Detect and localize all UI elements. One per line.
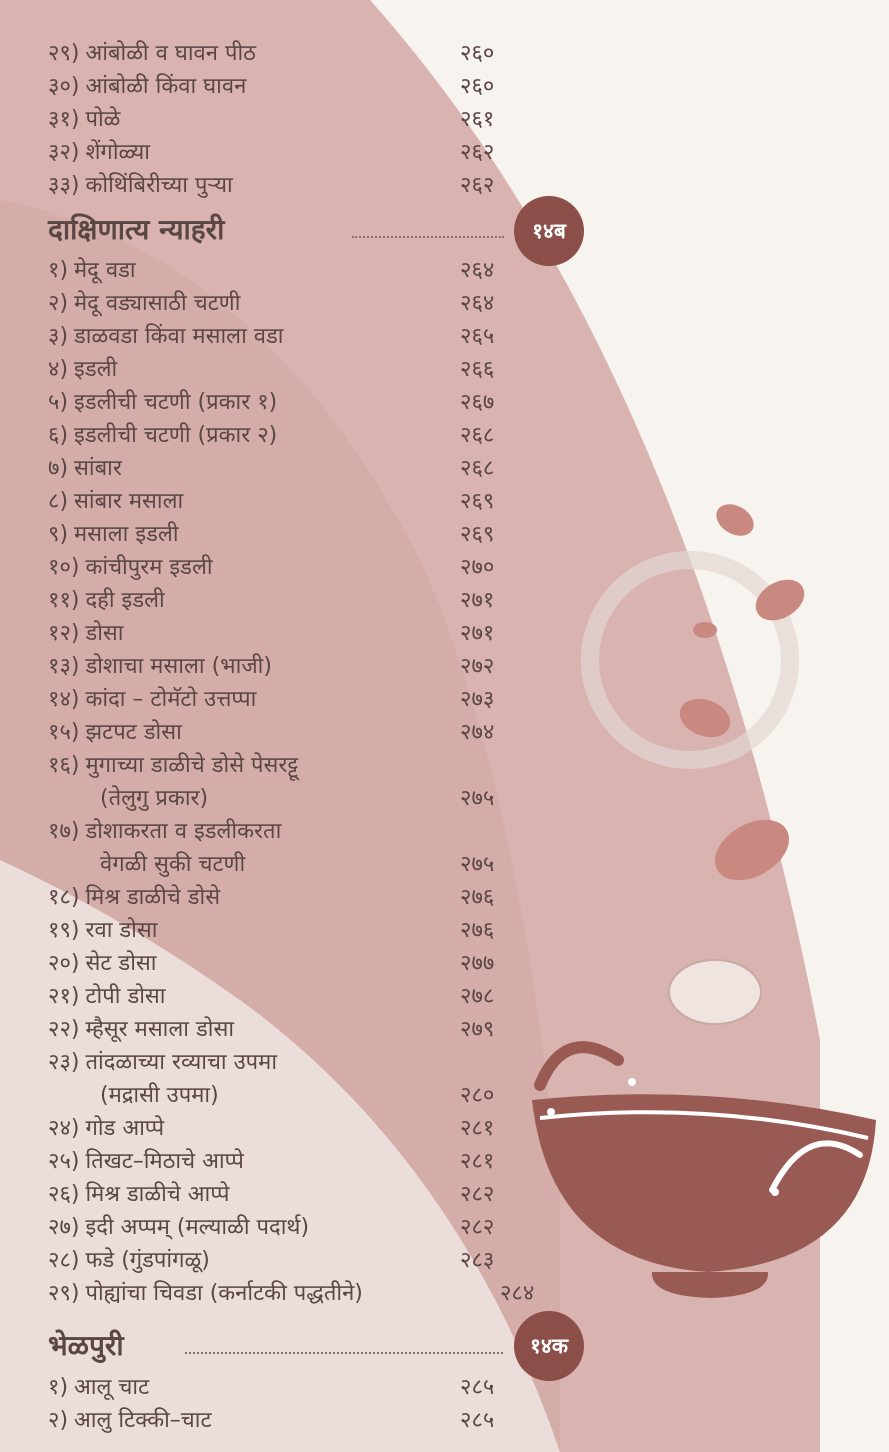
page-number: २६२ [460, 140, 495, 165]
item-number: ३३) [48, 173, 80, 198]
toc-row[interactable] [48, 453, 518, 485]
item-title: आंबोळी व घावन पीठ [85, 41, 256, 66]
item-number: २९) [48, 41, 80, 66]
page-number: २६४ [460, 258, 495, 283]
item-title: इडली [74, 357, 118, 382]
item-title: टोपी डोसा [85, 984, 166, 1009]
item-title: पोह्यांचा चिवडा (कर्नाटकी पद्धतीने) [85, 1281, 363, 1306]
item-number: १३) [48, 654, 80, 679]
page-number: २६४ [460, 291, 495, 316]
item-title: म्हैसूर मसाला डोसा [85, 1017, 235, 1042]
item-number: २४) [48, 1116, 80, 1141]
item-title: डाळवडा किंवा मसाला वडा [74, 324, 284, 349]
toc-row[interactable] [48, 104, 518, 136]
toc-row[interactable] [48, 137, 518, 169]
item-number: ३०) [48, 74, 80, 99]
item-number: ११) [48, 588, 80, 613]
toc-row[interactable] [48, 1278, 568, 1310]
item-title: सांबार मसाला [74, 489, 184, 514]
item-number: २३) [48, 1050, 80, 1075]
item-title: डोशाचा मसाला (भाजी) [85, 654, 272, 679]
item-title: मिश्र डाळीचे डोसे [85, 885, 221, 910]
item-number: १९) [48, 918, 80, 943]
toc-row[interactable] [48, 684, 518, 716]
page-number: २७१ [460, 621, 495, 646]
item-number: २) [48, 291, 69, 316]
toc-row[interactable] [48, 750, 518, 782]
item-number: ३२) [48, 140, 80, 165]
page-number: २७६ [460, 885, 495, 910]
page-number: २७४ [460, 720, 495, 745]
chapter-badge: १४क [514, 1311, 584, 1381]
item-title: मिश्र डाळीचे आप्पे [85, 1182, 230, 1207]
item-number: २७) [48, 1215, 80, 1240]
toc-row[interactable] [48, 618, 518, 650]
toc-row[interactable] [48, 1179, 518, 1211]
item-number: १२) [48, 621, 80, 646]
toc-row[interactable] [48, 915, 518, 947]
item-title: इडलीची चटणी (प्रकार २) [74, 423, 278, 448]
item-title: आलु टिक्की–चाट [74, 1408, 212, 1433]
page-number: २८२ [460, 1215, 495, 1240]
page-number: २६१ [460, 107, 495, 132]
item-number: १५) [48, 720, 80, 745]
toc-row[interactable] [48, 321, 518, 353]
page-number: २६० [460, 41, 495, 66]
item-title: सांबार [74, 456, 122, 481]
item-title: मसाला इडली [74, 522, 179, 547]
item-number: १८) [48, 885, 80, 910]
toc-row[interactable] [48, 1113, 518, 1145]
toc-row[interactable] [48, 948, 518, 980]
toc-row[interactable] [48, 651, 518, 683]
item-number: ३१) [48, 107, 80, 132]
toc-row-continuation[interactable] [48, 849, 518, 881]
toc-row-continuation[interactable] [48, 1080, 518, 1112]
page-number: २७० [460, 555, 495, 580]
item-title: मुगाच्या डाळीचे डोसे पेसरट्टू [85, 753, 299, 778]
toc-row[interactable] [48, 255, 518, 287]
toc-row[interactable] [48, 717, 518, 749]
item-number: २२) [48, 1017, 80, 1042]
item-title: आलू चाट [74, 1375, 150, 1400]
item-title: डोशाकरता व इडलीकरता [85, 819, 282, 844]
item-number: २५) [48, 1149, 80, 1174]
toc-row[interactable] [48, 1372, 518, 1404]
toc-row[interactable] [48, 585, 518, 617]
item-number: ४) [48, 357, 69, 382]
page-number: २८५ [460, 1375, 495, 1400]
page-number: २८१ [460, 1149, 495, 1174]
item-title: मेदू वड्यासाठी चटणी [74, 291, 241, 316]
page-number: २८० [460, 1083, 495, 1108]
toc-row[interactable] [48, 288, 518, 320]
item-title: कांदा – टोमॅटो उत्तप्पा [85, 687, 257, 712]
section-heading: भेळपुरी [48, 1329, 124, 1362]
toc-row[interactable] [48, 1146, 518, 1178]
toc-row[interactable] [48, 816, 518, 848]
page-number: २७७ [460, 951, 495, 976]
item-number: ७) [48, 456, 69, 481]
item-number: १०) [48, 555, 80, 580]
page-number: २७५ [460, 786, 495, 811]
item-title: तिखट–मिठाचे आप्पे [85, 1149, 244, 1174]
item-title: डोसा [85, 621, 124, 646]
page-number: २६० [460, 74, 495, 99]
page-number: २७८ [460, 984, 495, 1009]
toc-row[interactable] [48, 552, 518, 584]
item-title: मेदू वडा [74, 258, 136, 283]
page-number: २६८ [460, 456, 495, 481]
toc-row[interactable] [48, 1245, 518, 1277]
item-number: ९) [48, 522, 69, 547]
item-number: १) [48, 1375, 69, 1400]
item-number: १७) [48, 819, 80, 844]
page-number: २६७ [460, 390, 495, 415]
page-number: २६६ [460, 357, 495, 382]
toc-row[interactable] [48, 882, 518, 914]
toc-row[interactable] [48, 1047, 518, 1079]
toc-row[interactable] [48, 1014, 518, 1046]
page-number: २७९ [460, 1017, 495, 1042]
item-title: इडलीची चटणी (प्रकार १) [74, 390, 278, 415]
toc-row-continuation[interactable] [48, 783, 518, 815]
item-number: २१) [48, 984, 80, 1009]
page-number: २८३ [460, 1248, 495, 1273]
item-number: २९) [48, 1281, 80, 1306]
page-number: २६९ [460, 522, 495, 547]
page-number: २८५ [460, 1408, 495, 1433]
toc-row[interactable] [48, 71, 518, 103]
toc-row[interactable] [48, 519, 518, 551]
leader-dots [185, 1352, 503, 1356]
toc-row[interactable] [48, 981, 518, 1013]
item-number: २६) [48, 1182, 80, 1207]
item-number: ३) [48, 324, 69, 349]
page-number: २६८ [460, 423, 495, 448]
item-number: २०) [48, 951, 80, 976]
toc-row[interactable] [48, 1405, 518, 1437]
page-number: २६२ [460, 173, 495, 198]
page-number: २७६ [460, 918, 495, 943]
item-title-continued: (मद्रासी उपमा) [100, 1083, 219, 1108]
page-number: २६९ [460, 489, 495, 514]
item-title: शेंगोळ्या [85, 140, 150, 165]
item-number: १) [48, 258, 69, 283]
item-number: ८) [48, 489, 69, 514]
toc-row[interactable] [48, 38, 518, 70]
toc-row[interactable] [48, 354, 518, 386]
item-number: ६) [48, 423, 69, 448]
page-number: २७२ [460, 654, 495, 679]
page-number: २८४ [500, 1281, 535, 1306]
item-number: १६) [48, 753, 80, 778]
toc-row[interactable] [48, 387, 518, 419]
item-title: सेट डोसा [85, 951, 157, 976]
chapter-badge: १४ब [514, 196, 584, 266]
item-title: इदी अप्पम् (मल्याळी पदार्थ) [85, 1215, 310, 1240]
item-title: तांदळाच्या रव्याचा उपमा [85, 1050, 278, 1075]
item-title: पोळे [85, 107, 121, 132]
page-number: २७५ [460, 852, 495, 877]
toc-row[interactable] [48, 1212, 518, 1244]
item-number: ५) [48, 390, 69, 415]
item-title-continued: वेगळी सुकी चटणी [100, 852, 246, 877]
item-title: कांचीपुरम इडली [85, 555, 213, 580]
page-number: २७३ [460, 687, 495, 712]
item-title: आंबोळी किंवा घावन [85, 74, 247, 99]
item-title: फडे (गुंडपांगळू) [85, 1248, 210, 1273]
toc-row[interactable] [48, 420, 518, 452]
item-number: २) [48, 1408, 69, 1433]
item-title: रवा डोसा [85, 918, 158, 943]
item-number: २८) [48, 1248, 80, 1273]
page-number: २७१ [460, 588, 495, 613]
leader-dots [352, 236, 504, 240]
toc-row[interactable] [48, 170, 518, 202]
section-heading: दाक्षिणात्य न्याहरी [48, 213, 225, 246]
item-title: कोथिंबिरीच्या पुऱ्या [85, 173, 233, 198]
item-title: दही इडली [85, 588, 165, 613]
page-number: २८१ [460, 1116, 495, 1141]
toc-row[interactable] [48, 486, 518, 518]
item-title: झटपट डोसा [85, 720, 182, 745]
page-number: २६५ [460, 324, 495, 349]
item-number: १४) [48, 687, 80, 712]
page-number: २८२ [460, 1182, 495, 1207]
item-title-continued: (तेलुगु प्रकार) [100, 786, 209, 811]
item-title: गोड आप्पे [85, 1116, 165, 1141]
